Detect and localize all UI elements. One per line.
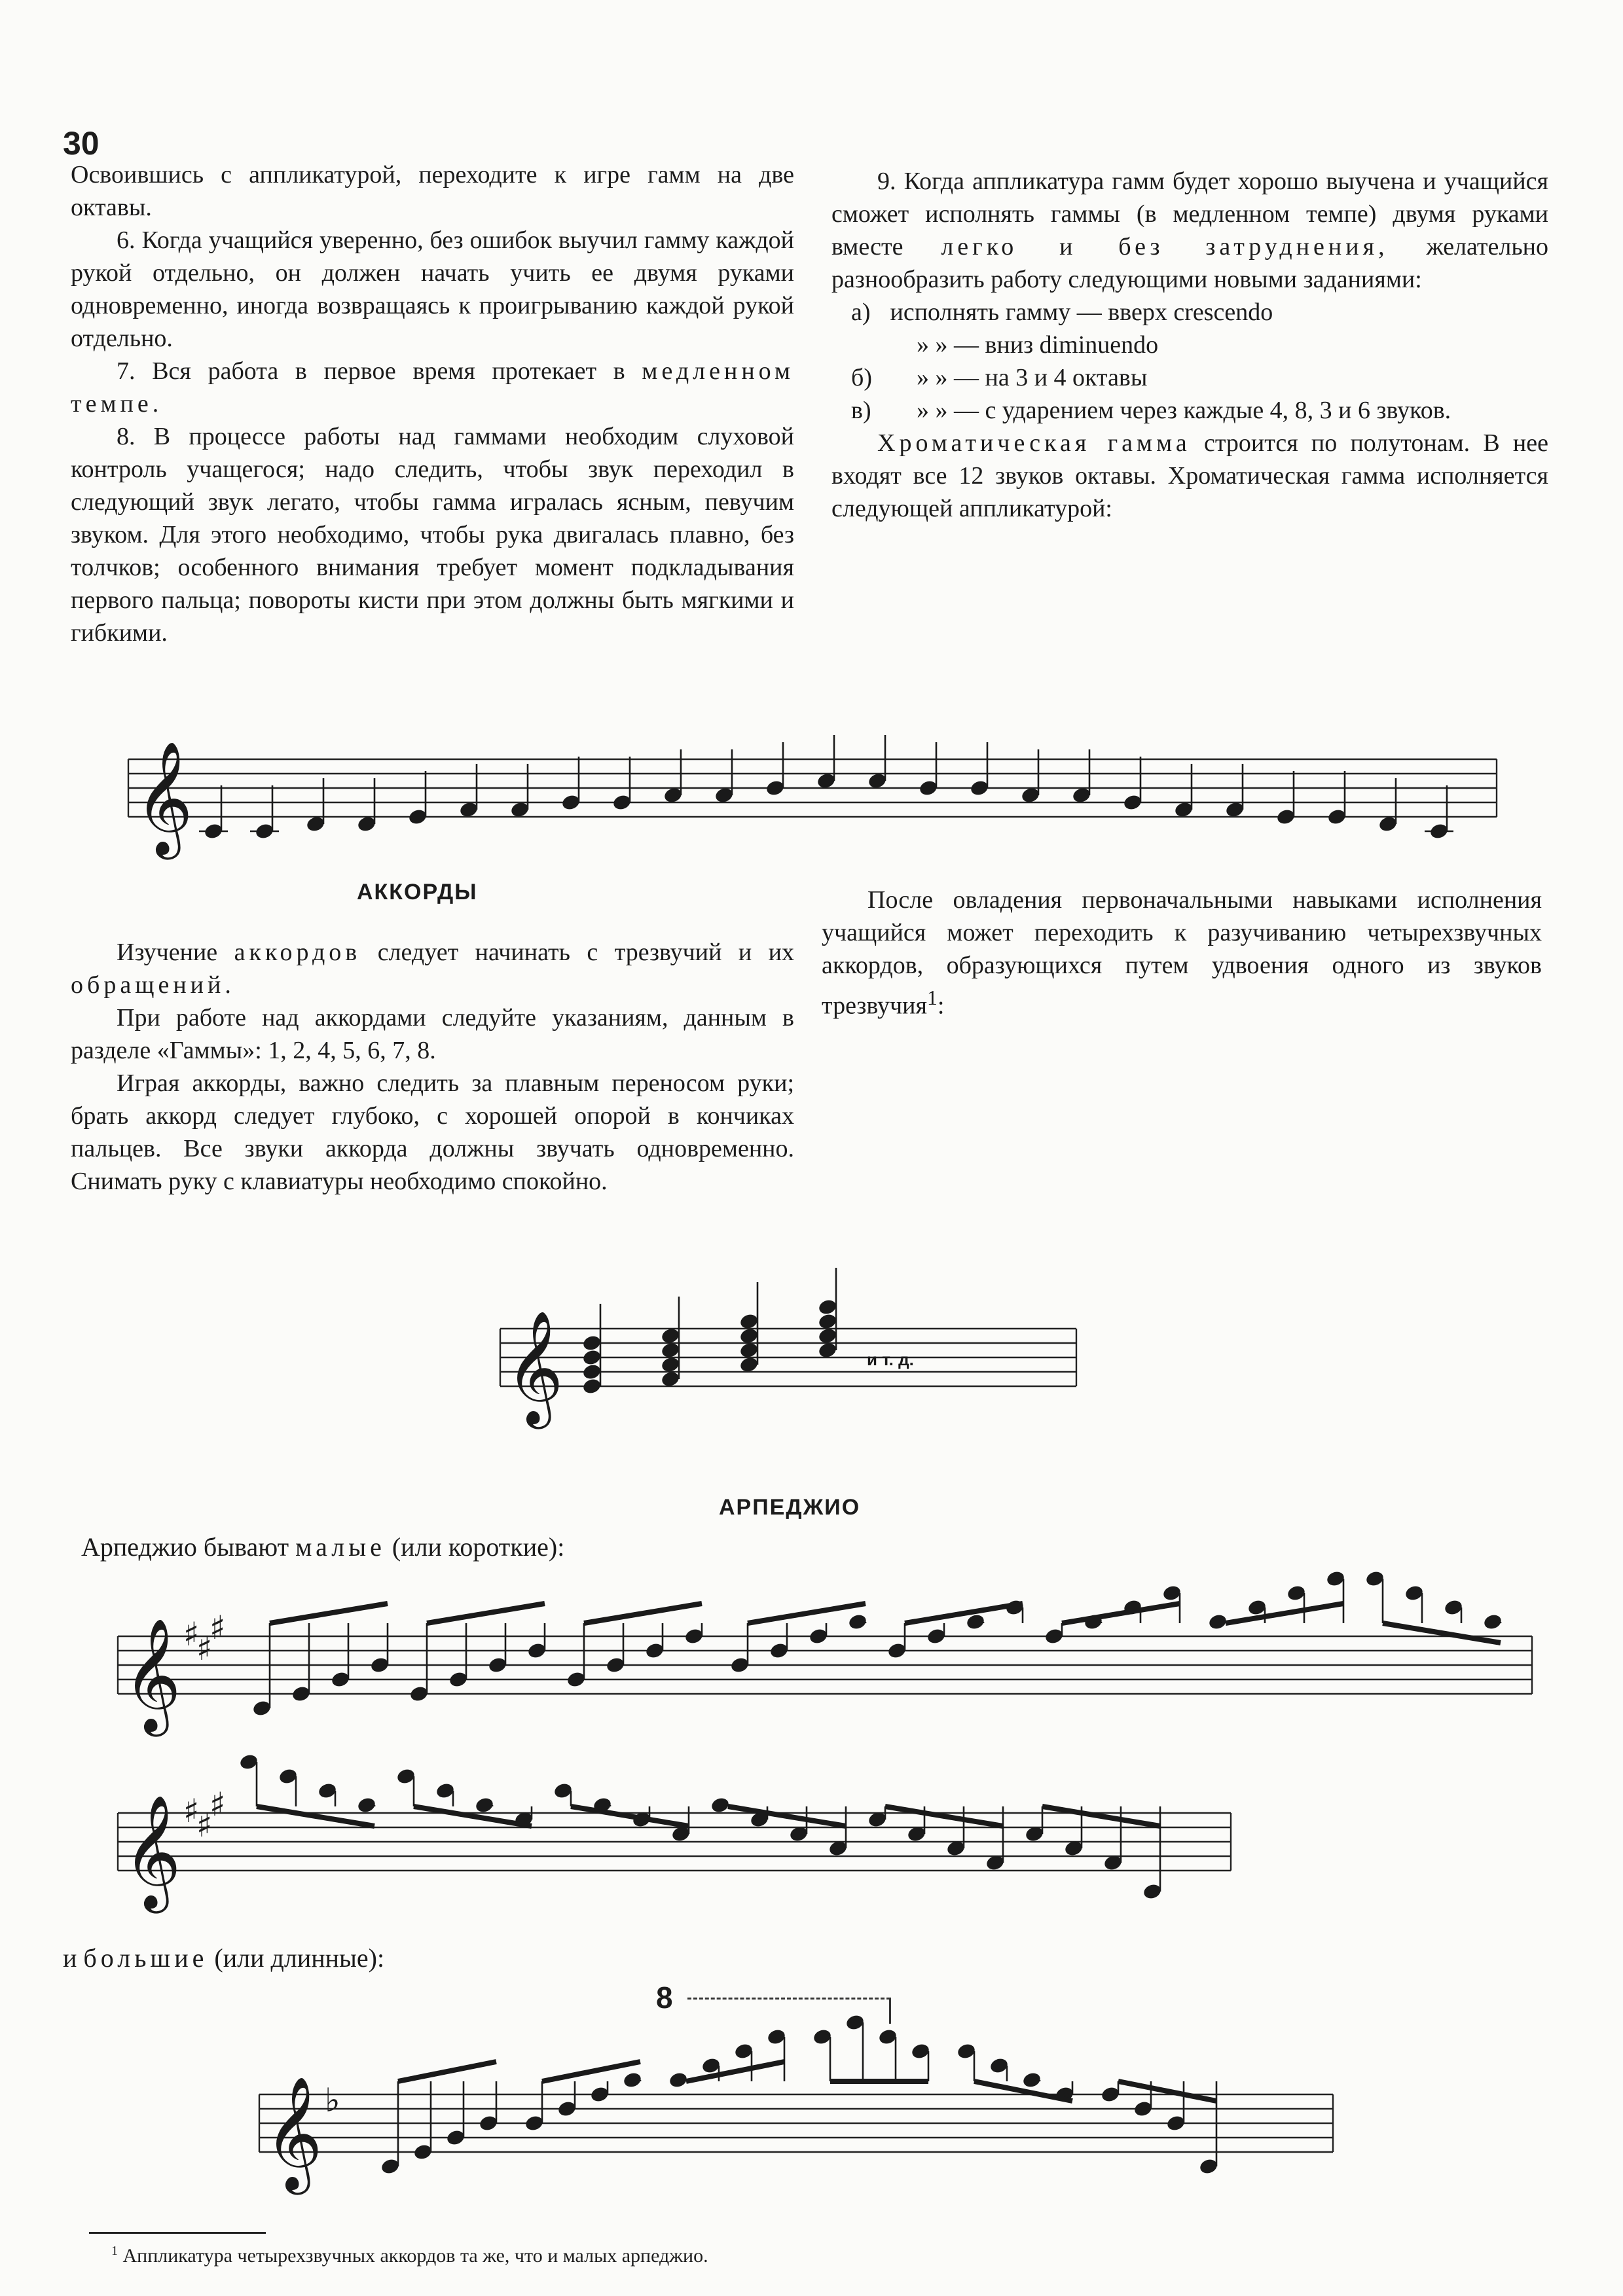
flat-icon: ♭ xyxy=(325,2081,340,2119)
footnote: $^1$ Аппликатура четырехзвучных аккордов та же, что и малых арпеджио. xyxy=(111,2244,708,2267)
note-head xyxy=(660,1327,680,1345)
beam xyxy=(398,2062,496,2081)
paragraph-8: 8. В процессе работы над гаммами необходим слуховой контроль учащегося; надо следить, чтобы звук переходил в следующий звук легато, чтобы гамма игралась ясным, певучим звуком. Для этого необходимо, чтобы рука двигалась плавно, без толчков; особенного внимания требует момент подкладывания первого пальца; повороты кисти при этом должны быть мягкими и гибкими. xyxy=(71,423,794,647)
octave-mark: 8 xyxy=(656,1981,673,2015)
left-column xyxy=(71,158,794,649)
beam xyxy=(974,2081,1072,2101)
beam xyxy=(1226,1604,1343,1623)
beam xyxy=(257,1806,374,1826)
note-head xyxy=(817,1312,837,1331)
list-item: б) » » — на 3 и 4 октавы xyxy=(851,364,1148,391)
paragraph-9: 9. Когда аппликатура гамм будет хорошо выучена и учащийся сможет исполнять гаммы (в медленном темпе) двумя руками вместе легко и без затруднения, желательно разнообразить работу следующими новыми заданиями: xyxy=(831,168,1549,293)
beam xyxy=(427,1604,545,1623)
small-arpeggio-staff-2 xyxy=(118,1741,1545,1937)
note-head xyxy=(581,1363,602,1381)
beam xyxy=(571,1806,689,1826)
beam xyxy=(584,1604,702,1623)
beam xyxy=(1383,1623,1501,1643)
large-arpeggio-staff xyxy=(259,2003,1346,2225)
beam xyxy=(270,1604,388,1623)
beam xyxy=(905,1604,1023,1623)
paragraph: Изучение аккордов следует начинать с трезвучий и их обращений. xyxy=(71,939,795,999)
list-item: а) исполнять гамму — вверх crescendo xyxy=(851,298,1273,326)
paragraph-7: 7. Вся работа в первое время протекает в медленном темпе. xyxy=(71,357,794,418)
note-head xyxy=(817,1327,837,1345)
beam xyxy=(686,2062,784,2081)
note-head xyxy=(739,1341,759,1359)
list-item: в) » » — с ударением через каждые 4, 8, 3 и 6 звуков. xyxy=(851,397,1451,424)
sharp-icon: ♯ xyxy=(183,1615,200,1653)
paragraph-6: 6. Когда учащийся уверенно, без ошибок выучил гамму каждой рукой отдельно, он должен начать учить ее двумя руками одновременно, иногда возвращаясь к проигрыванию каждой рукой отдельно. xyxy=(71,226,794,352)
note-head xyxy=(817,1341,837,1359)
beam xyxy=(748,1604,866,1623)
chords-left-column xyxy=(71,936,794,1198)
chords-right-column xyxy=(822,884,1542,1022)
chromatic-scale-staff xyxy=(128,700,1503,877)
paragraph: При работе над аккордами следуйте указаниям, данным в разделе «Гаммы»: 1, 2, 4, 5, 6, 7, 8. xyxy=(71,1004,794,1064)
note-head xyxy=(739,1355,759,1374)
footnote-rule xyxy=(89,2232,266,2234)
sharp-icon: ♯ xyxy=(196,1630,213,1668)
sharp-icon: ♯ xyxy=(183,1792,200,1830)
beam xyxy=(1062,1604,1180,1623)
note-head xyxy=(739,1312,759,1331)
note-head xyxy=(581,1377,602,1395)
note-head xyxy=(660,1355,680,1374)
section-heading-chords: АККОРДЫ xyxy=(357,880,478,905)
beam xyxy=(1042,1806,1160,1826)
note-head xyxy=(581,1334,602,1352)
paragraph: Освоившись с аппликатурой, переходите к игре гамм на две октавы. xyxy=(71,161,794,221)
treble-clef-icon: 𝄞 xyxy=(123,1795,181,1909)
octave-line xyxy=(687,1998,890,2000)
note-head xyxy=(817,1298,837,1316)
etc-label: и т. д. xyxy=(867,1350,914,1369)
sharp-icon: ♯ xyxy=(196,1806,213,1844)
beam xyxy=(728,1806,846,1826)
beam xyxy=(885,1806,1003,1826)
note-head xyxy=(660,1370,680,1388)
note-head xyxy=(660,1341,680,1359)
sharp-icon: ♯ xyxy=(210,1609,226,1647)
beam xyxy=(414,1806,532,1826)
note-head xyxy=(739,1327,759,1345)
treble-clef-icon: 𝄞 xyxy=(135,741,193,855)
paragraph-chromatic: Хроматическая гамма строится по полутонам. В нее входят все 12 звуков октавы. Хроматическая гамма исполняется следующей аппликатурой: xyxy=(831,429,1549,522)
page-number: 30 xyxy=(63,125,100,162)
arpeggio-small-intro: Арпеджио бывают малые (или короткие): xyxy=(81,1532,565,1562)
beam xyxy=(1118,2081,1216,2101)
treble-clef-icon: 𝄞 xyxy=(123,1618,181,1732)
paragraph: Играя аккорды, важно следить за плавным переносом руки; брать аккорд следует глубоко, с хорошей опорой в кончиках пальцев. Все звуки аккорда должны звучать одновременно. Снимать руку с клавиатуры необходимо спокойно. xyxy=(71,1069,794,1195)
right-column xyxy=(831,165,1548,525)
section-heading-arpeggio: АРПЕДЖИО xyxy=(719,1495,861,1520)
treble-clef-icon: 𝄞 xyxy=(264,2076,323,2190)
chords-staff xyxy=(500,1204,1089,1492)
small-arpeggio-staff-1 xyxy=(118,1558,1545,1754)
paragraph: После овладения первоначальными навыками исполнения учащийся может переходить к разучиванию четырехзвучных аккордов, образующихся путем удвоения одного из звуков трезвучия$^1$: xyxy=(822,886,1542,1020)
treble-clef-icon: 𝄞 xyxy=(505,1310,564,1424)
list-item: » » — вниз diminuendo xyxy=(917,331,1159,359)
sharp-icon: ♯ xyxy=(210,1785,226,1823)
note-head xyxy=(581,1348,602,1367)
arpeggio-large-intro: и большие (или длинные): xyxy=(63,1943,385,1973)
